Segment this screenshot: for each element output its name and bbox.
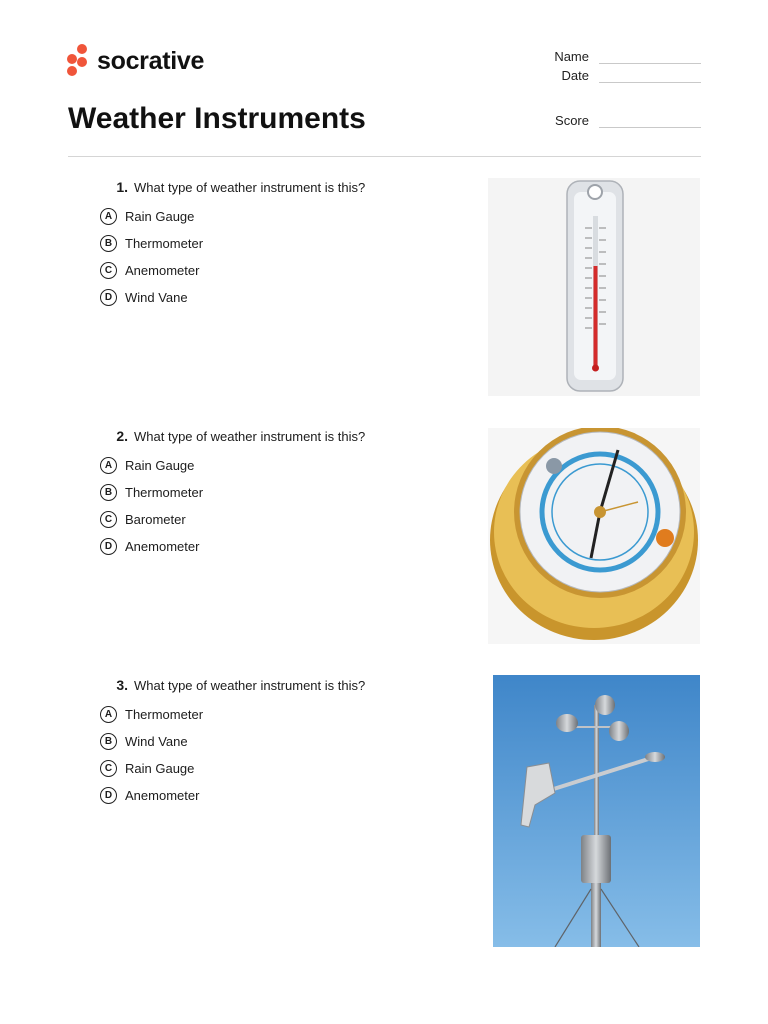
choice-text: Rain Gauge — [125, 458, 195, 473]
choice-letter-badge: B — [100, 484, 117, 501]
question-prompt: What type of weather instrument is this? — [134, 429, 366, 444]
choice-letter-badge: D — [100, 538, 117, 555]
choice-b[interactable] — [100, 728, 480, 755]
date-label: Date — [561, 68, 589, 83]
header-divider — [68, 156, 701, 157]
brand-name: socrative — [97, 46, 205, 75]
choice-d[interactable] — [100, 782, 480, 809]
choice-letter-badge: C — [100, 262, 117, 279]
choice-d[interactable] — [100, 533, 480, 560]
question-number: 1. — [116, 179, 128, 195]
question-prompt: What type of weather instrument is this? — [134, 678, 366, 693]
choice-letter-badge: D — [100, 787, 117, 804]
question-number: 3. — [116, 677, 128, 693]
choice-b[interactable] — [100, 479, 480, 506]
choice-letter-badge: A — [100, 706, 117, 723]
choice-text: Rain Gauge — [125, 209, 195, 224]
choice-letter-badge: D — [100, 289, 117, 306]
choice-text: Rain Gauge — [125, 761, 195, 776]
question-prompt: What type of weather instrument is this? — [134, 180, 366, 195]
choice-c[interactable] — [100, 755, 480, 782]
choice-a[interactable] — [100, 452, 480, 479]
weather-station-image — [493, 675, 700, 947]
score-line[interactable] — [599, 115, 701, 128]
date-line[interactable] — [599, 70, 701, 83]
question-1 — [100, 179, 480, 311]
choice-letter-badge: C — [100, 511, 117, 528]
choice-letter-badge: C — [100, 760, 117, 777]
choice-text: Thermometer — [125, 236, 204, 251]
choice-text: Anemometer — [125, 539, 200, 554]
choice-b[interactable] — [100, 230, 480, 257]
question-2 — [100, 428, 480, 560]
choice-letter-badge: A — [100, 208, 117, 225]
choice-letter-badge: A — [100, 457, 117, 474]
choice-letter-badge: B — [100, 235, 117, 252]
choice-text: Thermometer — [125, 707, 204, 722]
choice-d[interactable] — [100, 284, 480, 311]
choice-text: Thermometer — [125, 485, 204, 500]
date-field[interactable] — [511, 68, 701, 83]
socrative-logo — [67, 44, 204, 78]
question-3 — [100, 677, 480, 809]
barometer-image — [488, 428, 700, 644]
score-label: Score — [555, 113, 589, 128]
thermometer-image — [488, 178, 700, 396]
choice-text: Barometer — [125, 512, 186, 527]
name-label: Name — [554, 49, 589, 64]
choice-c[interactable] — [100, 257, 480, 284]
choice-text: Anemometer — [125, 263, 200, 278]
choice-c[interactable] — [100, 506, 480, 533]
page-title: Weather Instruments — [68, 102, 366, 135]
choice-a[interactable] — [100, 203, 480, 230]
choice-text: Anemometer — [125, 788, 200, 803]
question-number: 2. — [116, 428, 128, 444]
score-field[interactable] — [511, 113, 701, 128]
choice-text: Wind Vane — [125, 290, 188, 305]
name-line[interactable] — [599, 51, 701, 64]
socrative-logo-icon — [67, 44, 91, 78]
name-field[interactable] — [511, 49, 701, 64]
choice-a[interactable] — [100, 701, 480, 728]
choice-text: Wind Vane — [125, 734, 188, 749]
choice-letter-badge: B — [100, 733, 117, 750]
